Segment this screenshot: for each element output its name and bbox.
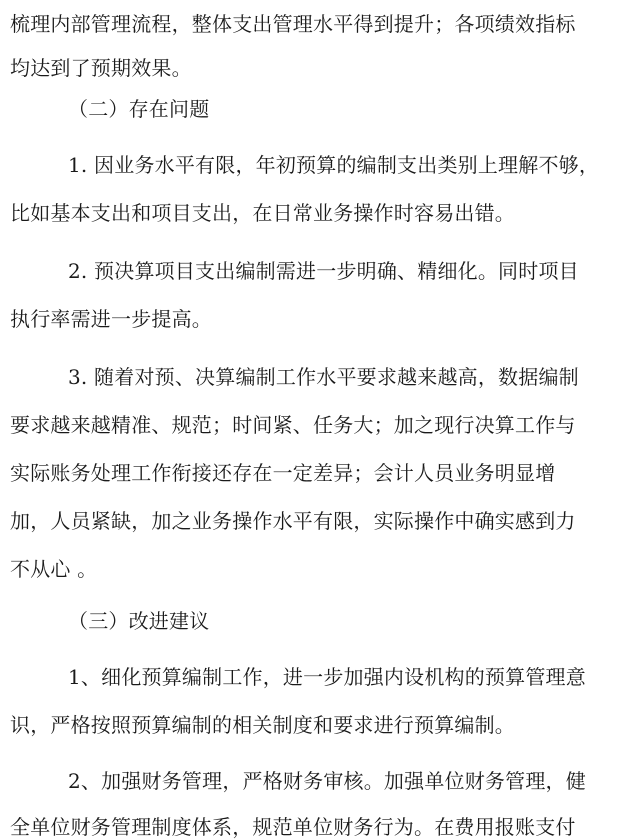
problem-item-3-line: 3. 随着对预、决算编制工作水平要求越来越高，数据编制 [68,365,579,389]
suggestion-item-1-line: 识，严格按照预算编制的相关制度和要求进行预算编制。 [10,713,515,737]
problem-item-1-line: 1. 因业务水平有限，年初预算的编制支出类别上理解不够， [68,153,600,177]
problem-item-1-line: 比如基本支出和项目支出，在日常业务操作时容易出错。 [10,201,515,225]
paragraph-line: 均达到了预期效果。 [10,56,192,80]
problem-item-3-line: 不从心 。 [10,557,98,581]
suggestion-item-2-line: 全单位财务管理制度体系，规范单位财务行为。在费用报账支付 [10,815,576,839]
paragraph-line: 梳理内部管理流程，整体支出管理水平得到提升；各项绩效指标 [10,12,576,36]
problem-item-3-line: 要求越来越精准、规范；时间紧、任务大；加之现行决算工作与 [10,413,576,437]
section-heading-suggestions: （三）改进建议 [68,609,210,633]
problem-item-2-line: 2. 预决算项目支出编制需进一步明确、精细化。同时项目 [68,259,579,283]
section-heading-problems: （二）存在问题 [68,97,210,121]
suggestion-item-2-line: 2、加强财务管理，严格财务审核。加强单位财务管理，健 [68,769,586,793]
problem-item-2-line: 执行率需进一步提高。 [10,307,212,331]
problem-item-3-line: 加，人员紧缺，加之业务操作水平有限，实际操作中确实感到力 [10,509,576,533]
problem-item-3-line: 实际账务处理工作衔接还存在一定差异；会计人员业务明显增 [10,461,556,485]
suggestion-item-1-line: 1、细化预算编制工作，进一步加强内设机构的预算管理意 [68,665,586,689]
